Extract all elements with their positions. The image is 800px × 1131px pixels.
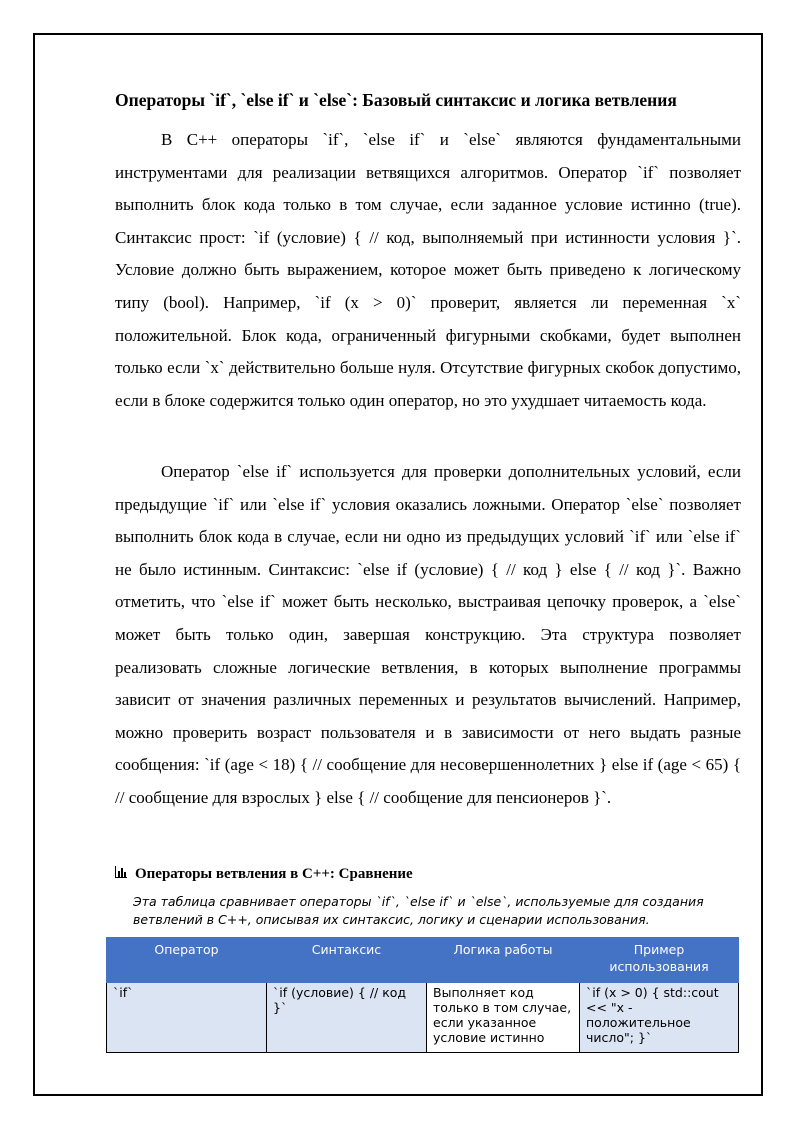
bar-chart-icon	[115, 866, 129, 883]
cell-operator: `if`	[107, 983, 267, 1053]
table-title	[115, 866, 735, 883]
section-heading: Операторы `if`, `else if` и `else`: Базовый синтаксис и логика ветвления	[115, 90, 677, 110]
cell-syntax: `if (условие) { // код }`	[267, 983, 427, 1053]
table-title-text: Операторы ветвления в C++: Сравнение	[135, 866, 413, 882]
table-header-row	[107, 938, 739, 983]
paragraph-else-if: Оператор `else if` используется для проверки дополнительных условий, если предыдущие `if` или `else if` условия оказались ложными. Оператор `else` позволяет выполнить блок кода в случае, если ни одно из предыдущих условий `if` или `else if` не было истинным. Синтаксис: `else if (условие) { // код } else { // код }`. Важно отметить, что `else if` может быть несколько, выстраивая цепочку проверок, а `else` может быть только один, завершая конструкцию. Эта структура позволяет реализовать сложные логические ветвления, в которых выполнение программы зависит от значения различных переменных и результатов вычислений. Например, можно проверить возраст пользователя и в зависимости от него выдать разные сообщения: `if (age < 18) { // сообщение для несовершеннолетних } else if (age < 65) { // сообщение для взрослых } else { // сообщение для пенсионеров }`.	[115, 462, 741, 807]
table-description: Эта таблица сравнивает операторы `if`, `else if` и `else`, используемые для создания ветвлений в C++, описывая их синтаксис, логику и сценарии использования.	[133, 894, 704, 927]
table-row	[107, 983, 739, 1053]
paragraph-if: В C++ операторы `if`, `else if` и `else` являются фундаментальными инструментами для реализации ветвящихся алгоритмов. Оператор `if` позволяет выполнить блок кода только в том случае, если заданное условие истинно (true). Синтаксис прост: `if (условие) { // код, выполняемый при истинности условия }`. Условие должно быть выражением, которое может быть приведено к логическому типу (bool). Например, `if (x > 0)` проверит, является ли переменная `x` положительной. Блок кода, ограниченный фигурными скобками, будет выполнен только если `x` действительно больше нуля. Отсутствие фигурных скобок допустимо, если в блоке содержится только один оператор, но это ухудшает читаемость кода.	[115, 130, 741, 410]
header-example: Пример использования	[580, 938, 739, 983]
header-logic: Логика работы	[427, 938, 580, 983]
header-syntax: Синтаксис	[267, 938, 427, 983]
cell-example: `if (x > 0) { std::cout << "x - положительное число"; }`	[580, 983, 739, 1053]
header-operator: Оператор	[107, 938, 267, 983]
cell-logic: Выполняет код только в том случае, если указанное условие истинно	[427, 983, 580, 1053]
comparison-table	[106, 937, 739, 1053]
